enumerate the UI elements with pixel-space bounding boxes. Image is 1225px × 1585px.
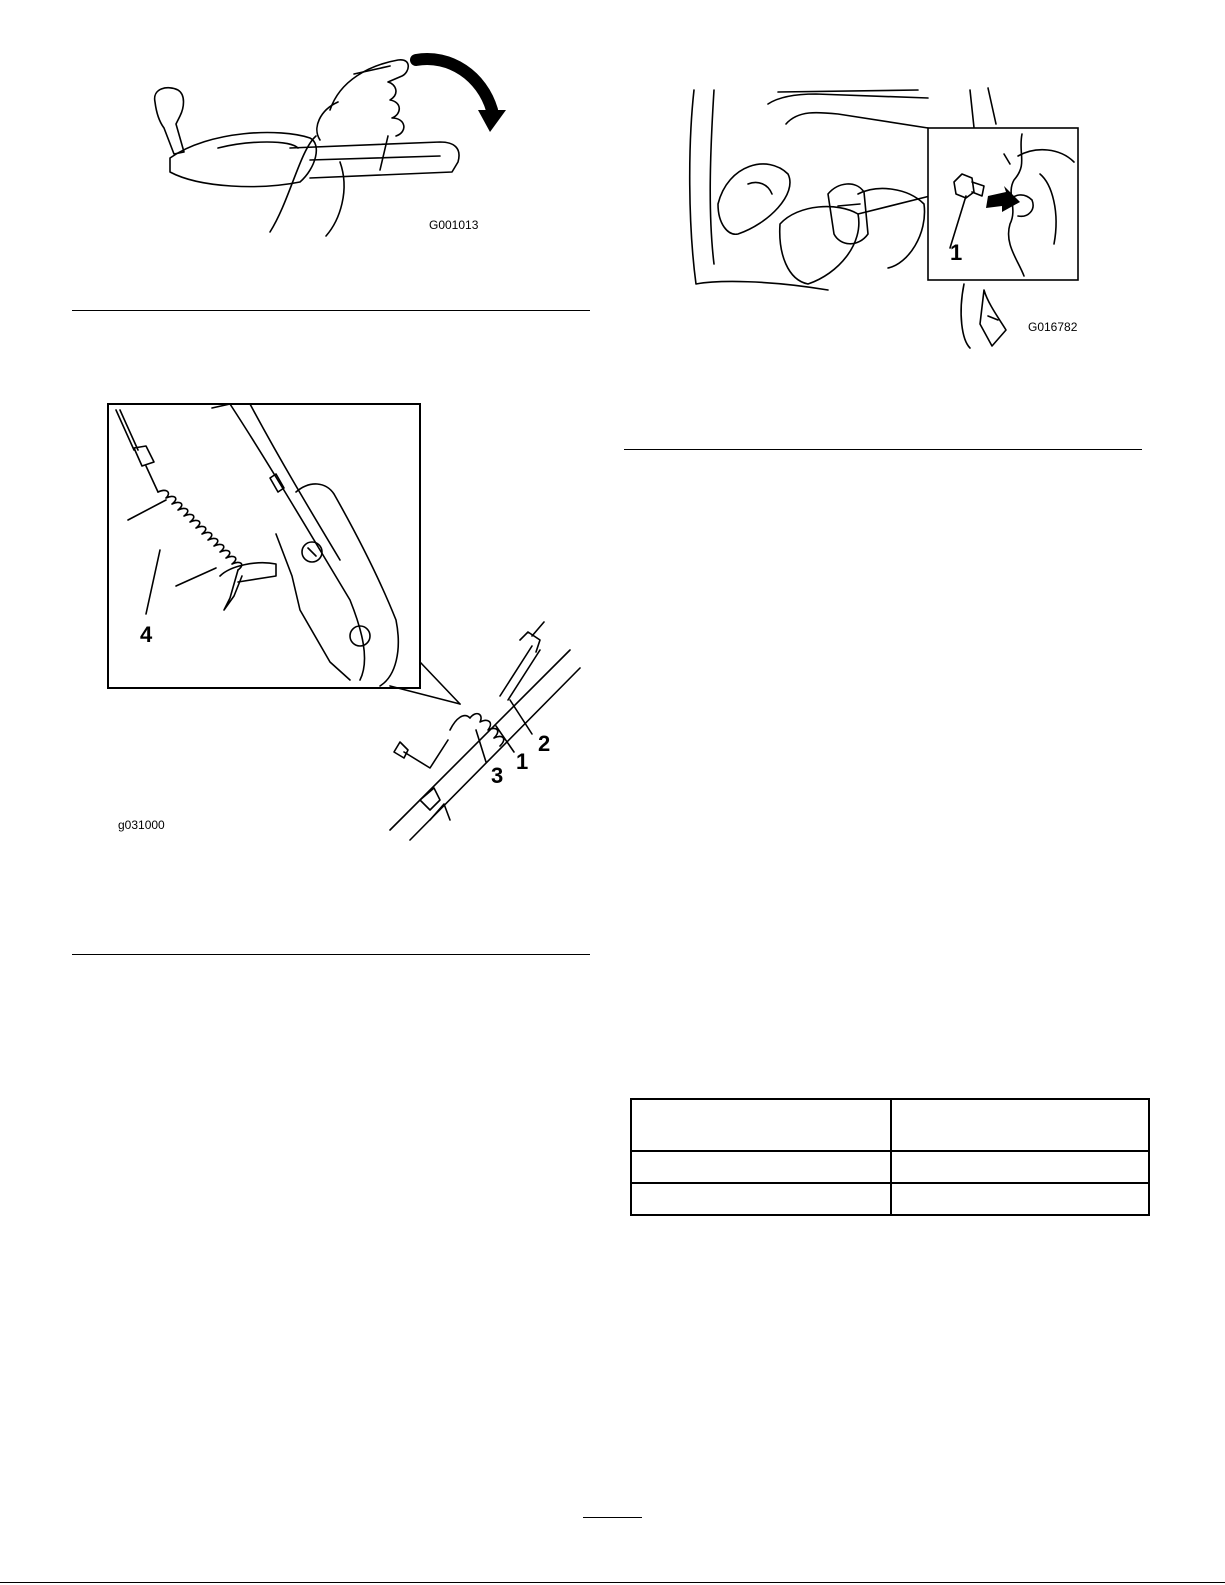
callout-2-cable: 2 <box>538 731 551 756</box>
cable-illustration <box>100 400 580 840</box>
spec-table <box>630 1098 1150 1216</box>
table-cell <box>631 1183 891 1215</box>
callout-1-auger: 1 <box>950 240 963 265</box>
table-cell <box>631 1099 891 1151</box>
section-rule <box>72 310 590 311</box>
table-cell <box>631 1151 891 1183</box>
figure-id-auger: G016782 <box>1028 320 1078 334</box>
figure-id-lever: G001013 <box>429 218 479 232</box>
table-cell <box>891 1183 1149 1215</box>
callout-4-cable: 4 <box>140 622 153 647</box>
section-rule <box>72 954 590 955</box>
table-cell <box>891 1099 1149 1151</box>
lever-illustration <box>140 40 560 240</box>
section-rule <box>624 449 1142 450</box>
callout-3-cable: 3 <box>491 763 504 788</box>
footer-rule <box>0 1582 1225 1583</box>
table-cell <box>891 1151 1149 1183</box>
page-number-line <box>583 1517 642 1518</box>
figure-id-cable: g031000 <box>118 818 165 832</box>
callout-1-cable: 1 <box>516 749 529 774</box>
auger-illustration <box>688 84 1088 354</box>
table-header-row <box>631 1099 1149 1151</box>
table-row <box>631 1183 1149 1215</box>
table-row <box>631 1151 1149 1183</box>
